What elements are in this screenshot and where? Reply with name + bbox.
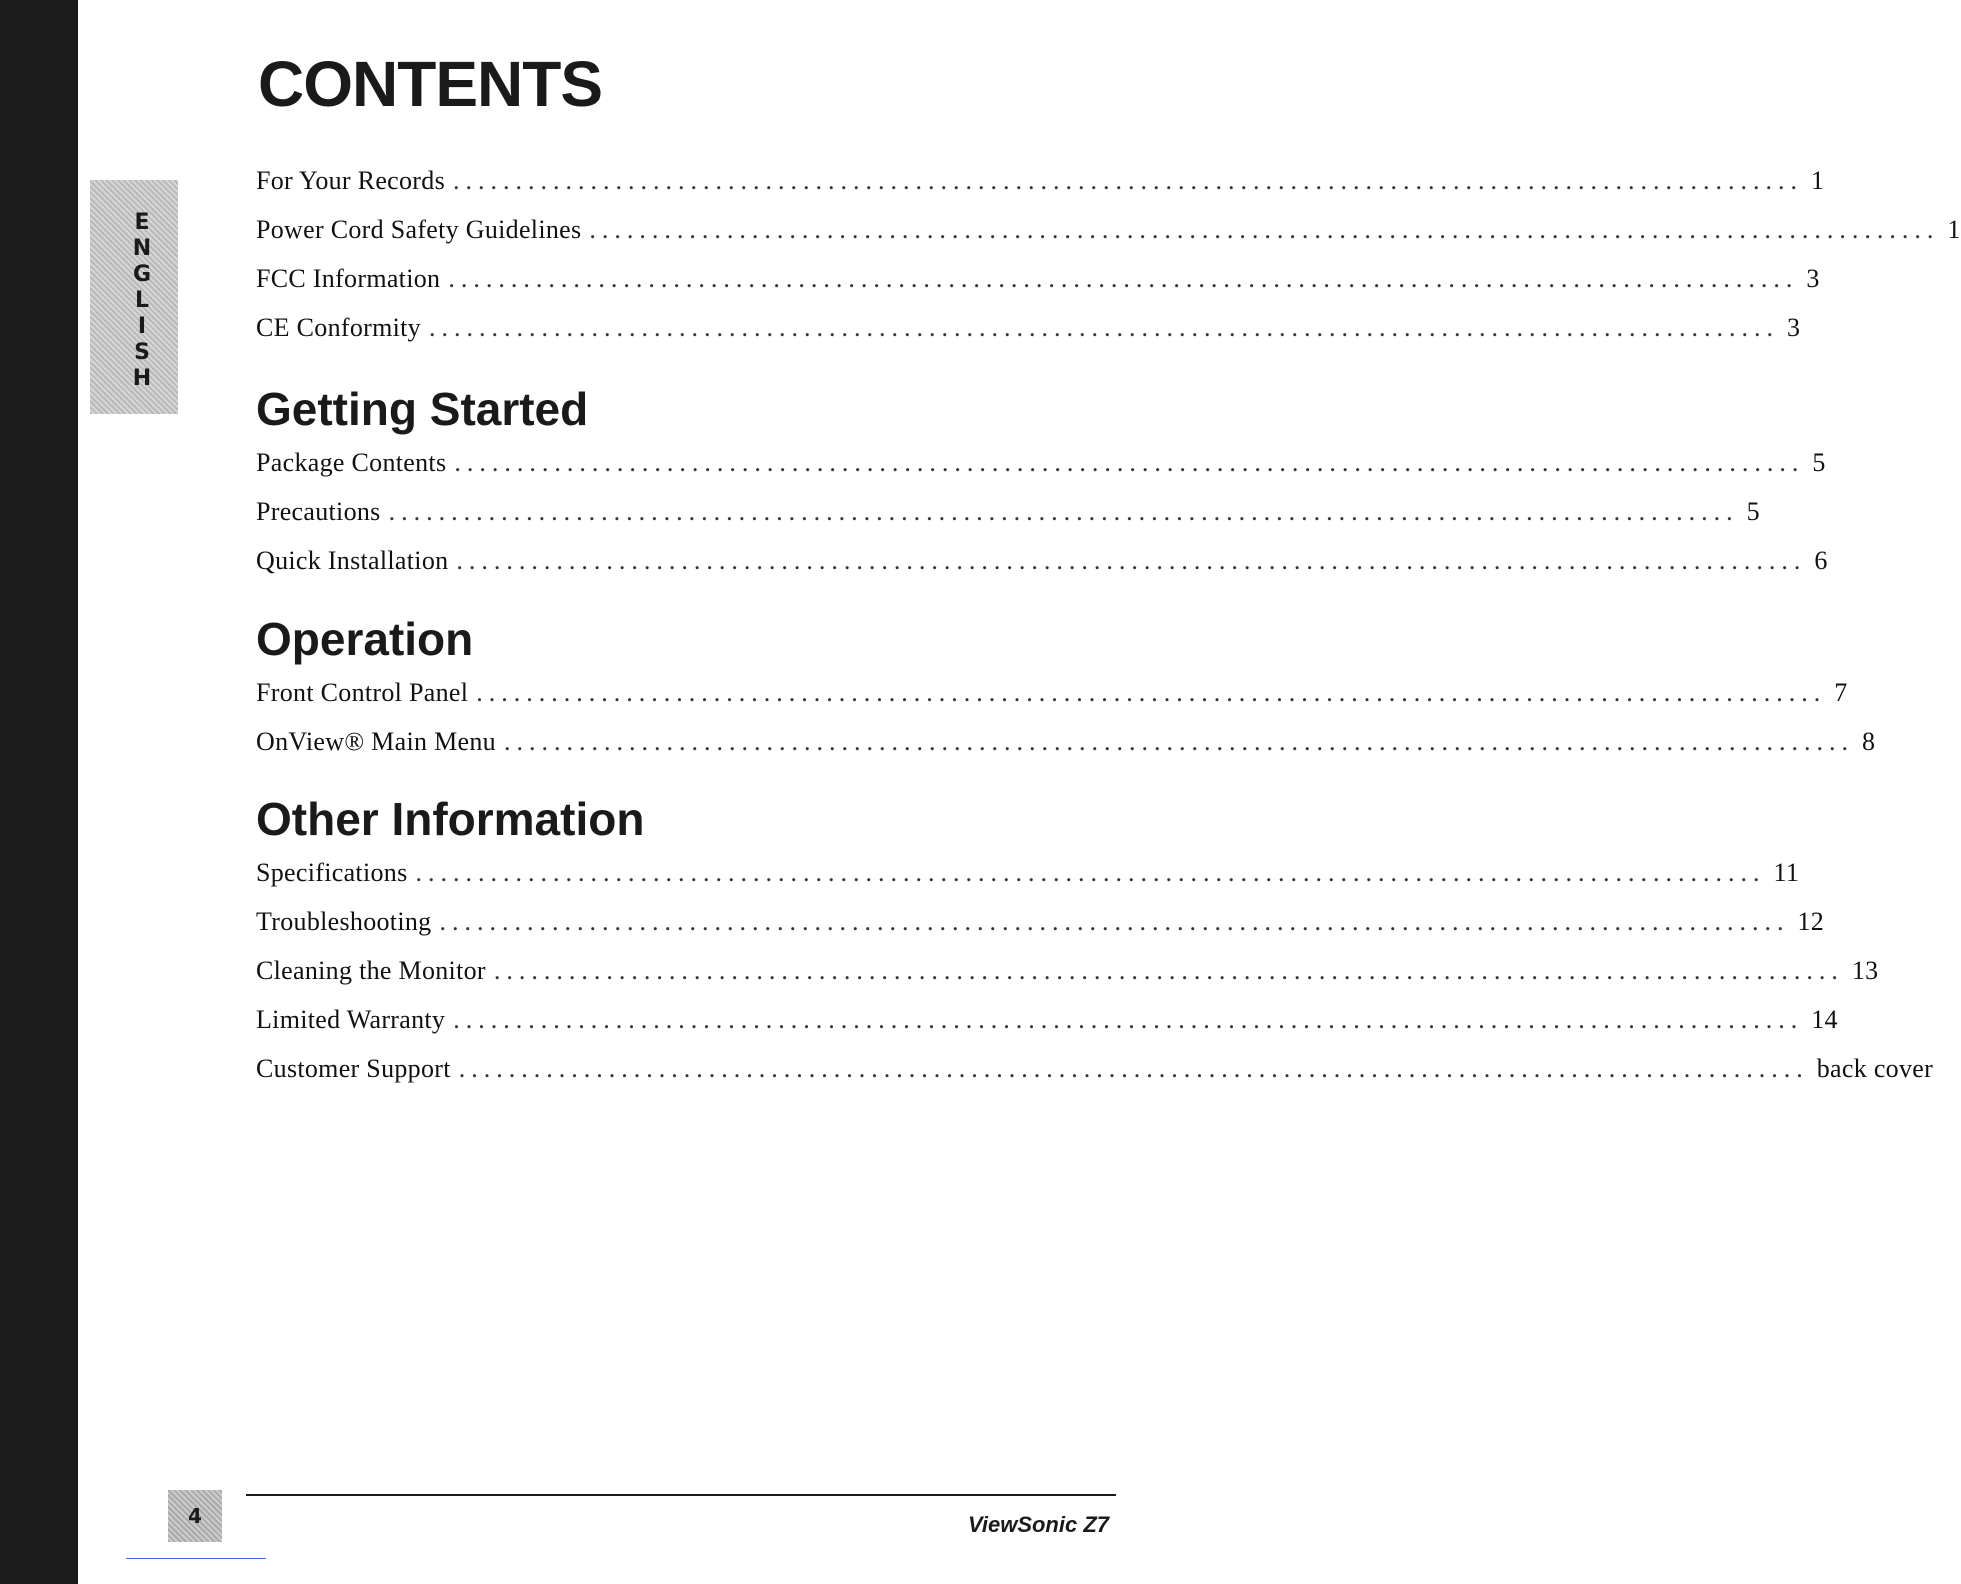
dot-leader: ............................................................................................................ xyxy=(503,727,1854,756)
section-heading-operation: Operation xyxy=(256,613,474,665)
language-letter: E xyxy=(134,210,150,235)
dot-leader: ............................................................................................................ xyxy=(428,313,1779,342)
toc-entry-label: Limited Warranty xyxy=(256,1005,446,1034)
page-number-badge xyxy=(168,1490,222,1542)
language-letter: H xyxy=(132,366,152,391)
dot-leader: ............................................................................................................ xyxy=(439,907,1790,936)
page-title: CONTENTS xyxy=(258,48,602,120)
toc-entry-label: Specifications xyxy=(256,858,408,887)
dot-leader: ............................................................................................................ xyxy=(476,678,1827,707)
toc-entry[interactable] xyxy=(256,956,1879,1005)
toc-entry[interactable] xyxy=(256,907,1825,956)
toc-entry[interactable] xyxy=(256,166,1825,215)
section-heading-getting-started: Getting Started xyxy=(256,383,589,435)
toc-entry-page: 12 xyxy=(1797,907,1825,936)
toc-entry[interactable] xyxy=(256,448,1826,497)
language-letter: I xyxy=(137,314,147,339)
toc-entry[interactable] xyxy=(256,858,1800,907)
toc-entry-label: CE Conformity xyxy=(256,313,421,342)
toc-entry-label: Power Cord Safety Guidelines xyxy=(256,215,582,244)
toc-entry[interactable] xyxy=(256,1054,1934,1103)
toc-entry-page: 13 xyxy=(1851,956,1879,985)
toc-entry-label: Precautions xyxy=(256,497,381,526)
toc-entry-page: 1 xyxy=(1947,215,1961,244)
toc-entry-label: FCC Information xyxy=(256,264,441,293)
toc-entry-page: 5 xyxy=(1746,497,1760,526)
dot-leader: ............................................................................................................ xyxy=(454,448,1805,477)
toc-entry[interactable] xyxy=(256,678,1848,727)
dot-leader: ............................................................................................................ xyxy=(448,264,1799,293)
toc-entry[interactable] xyxy=(256,264,1820,313)
toc-entry-page: 6 xyxy=(1814,546,1828,575)
toc-entry-label: Front Control Panel xyxy=(256,678,469,707)
dot-leader: ............................................................................................................ xyxy=(493,956,1844,985)
footer-brand: ViewSonic Z7 xyxy=(968,1512,1110,1537)
black-spine xyxy=(0,0,78,1584)
toc-entry-page: 14 xyxy=(1811,1005,1838,1034)
page-number: 4 xyxy=(188,1504,202,1528)
language-letter: N xyxy=(132,236,152,261)
dot-leader: ............................................................................................................ xyxy=(452,166,1803,195)
section-heading-other-information: Other Information xyxy=(256,793,645,845)
dot-leader: ............................................................................................................ xyxy=(415,858,1766,887)
toc-entry-page: back cover xyxy=(1816,1054,1934,1083)
toc-entry-label: Quick Installation xyxy=(256,546,449,575)
footer-divider xyxy=(246,1494,1116,1496)
toc-section-records xyxy=(256,166,1961,362)
toc-entry[interactable] xyxy=(256,497,1760,546)
toc-entry-page: 8 xyxy=(1861,727,1876,756)
toc-entry[interactable] xyxy=(256,546,1828,595)
dot-leader: ............................................................................................................ xyxy=(456,546,1807,575)
toc-entry-page: 1 xyxy=(1810,166,1825,195)
toc-entry-label: For Your Records xyxy=(256,166,445,195)
toc-section-getting-started xyxy=(256,448,1828,595)
toc-entry-page: 5 xyxy=(1812,448,1826,477)
toc-entry-label: Cleaning the Monitor xyxy=(256,956,486,985)
toc-entry[interactable] xyxy=(256,727,1876,776)
toc-entry-page: 3 xyxy=(1786,313,1801,342)
language-letter: G xyxy=(132,262,152,287)
dot-leader: ............................................................................................................ xyxy=(458,1054,1809,1083)
toc-entry[interactable] xyxy=(256,313,1801,362)
toc-entry-label: OnView® Main Menu xyxy=(256,727,496,756)
toc-entry-page: 11 xyxy=(1773,858,1800,887)
scan-edge-line xyxy=(126,1558,266,1559)
toc-section-operation xyxy=(256,678,1876,776)
dot-leader: ............................................................................................................ xyxy=(589,215,1940,244)
language-letter: L xyxy=(134,288,150,313)
toc-entry-label: Troubleshooting xyxy=(256,907,432,936)
toc-entry-page: 7 xyxy=(1834,678,1848,707)
language-letter: S xyxy=(134,340,150,365)
toc-entry[interactable] xyxy=(256,215,1961,264)
toc-section-other-information xyxy=(256,858,1934,1103)
dot-leader: ............................................................................................................ xyxy=(388,497,1739,526)
toc-entry[interactable] xyxy=(256,1005,1838,1054)
dot-leader: ............................................................................................................ xyxy=(453,1005,1804,1034)
toc-entry-page: 3 xyxy=(1806,264,1820,293)
toc-entry-label: Customer Support xyxy=(256,1054,451,1083)
language-tab-label xyxy=(132,210,152,392)
toc-entry-label: Package Contents xyxy=(256,448,447,477)
